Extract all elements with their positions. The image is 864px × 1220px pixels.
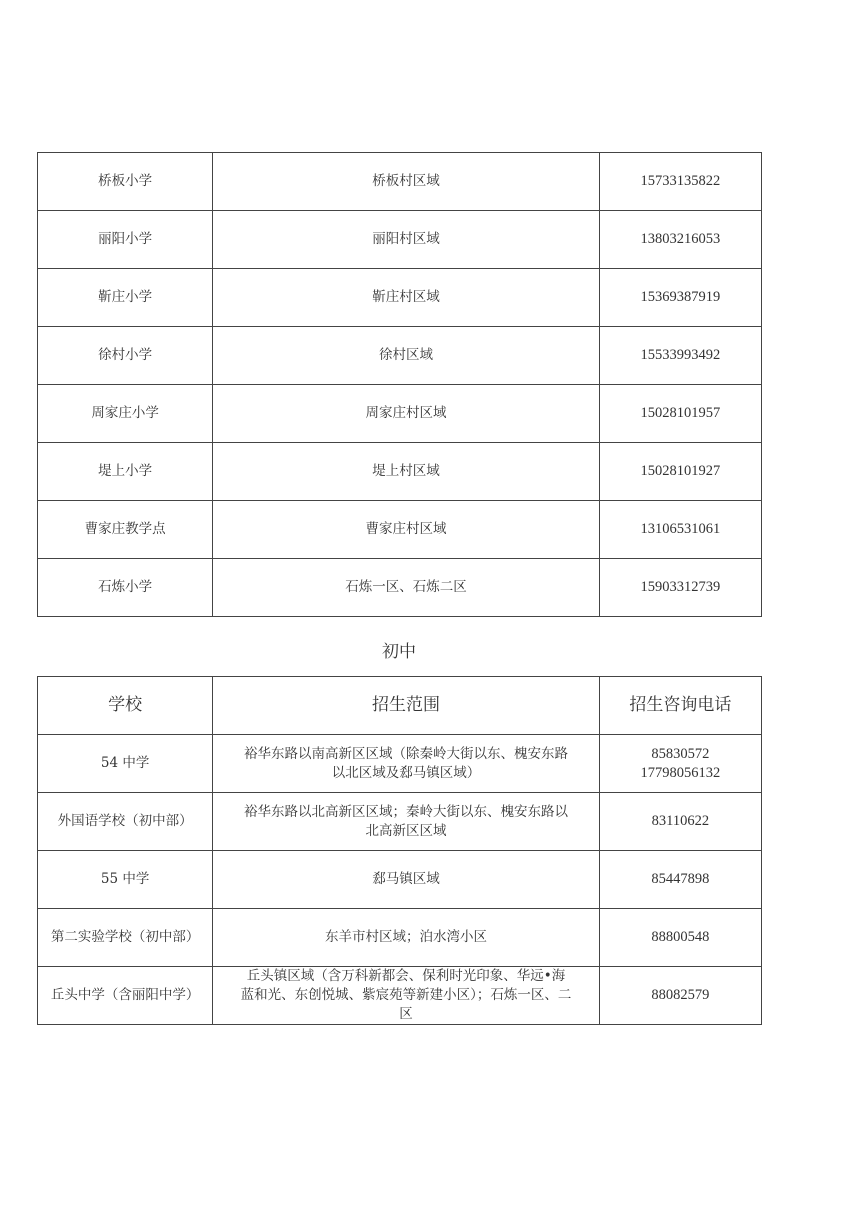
- contact-phone-cell: 15028101927: [599, 443, 761, 501]
- range-line: 以北区域及郄马镇区域）: [331, 764, 481, 781]
- enrollment-range-cell: [213, 851, 600, 909]
- contact-phone-cell: [599, 793, 761, 851]
- table-row: [38, 735, 762, 793]
- primary-school-table-body: [38, 153, 762, 617]
- enrollment-range-cell: 徐村区域: [213, 327, 600, 385]
- enrollment-range-cell: 石炼一区、石炼二区: [213, 559, 600, 617]
- table-row: [38, 793, 762, 851]
- middle-school-table: [37, 676, 762, 1025]
- contact-phone-cell: [599, 851, 761, 909]
- range-line: 裕华东路以北高新区区域；秦岭大街以东、槐安东路以: [244, 803, 568, 820]
- header-range: 招生范围: [213, 677, 600, 735]
- section-title-middle-school: 初中: [382, 642, 416, 662]
- contact-phone-cell: 15028101957: [599, 385, 761, 443]
- table-row: [38, 501, 762, 559]
- enrollment-range-cell: 曹家庄村区域: [213, 501, 600, 559]
- school-name-cell: 外国语学校（初中部）: [38, 793, 213, 851]
- enrollment-range-cell: [213, 793, 600, 851]
- school-name-cell: 周家庄小学: [38, 385, 213, 443]
- school-name-cell: 靳庄小学: [38, 269, 213, 327]
- enrollment-range-cell: [213, 909, 600, 967]
- school-name-cell: 55 中学: [38, 851, 213, 909]
- table-row: [38, 909, 762, 967]
- enrollment-range-cell: 丽阳村区域: [213, 211, 600, 269]
- range-line: 裕华东路以南高新区区域（除秦岭大街以东、槐安东路: [244, 745, 568, 762]
- table-header-row: [38, 677, 762, 735]
- contact-phone-cell: [599, 909, 761, 967]
- phone-number: 17798056132: [640, 764, 721, 781]
- school-name-cell: 丽阳小学: [38, 211, 213, 269]
- school-name-cell: 第二实验学校（初中部）: [38, 909, 213, 967]
- table-row: [38, 211, 762, 269]
- school-name-cell: 堤上小学: [38, 443, 213, 501]
- school-name-cell: 石炼小学: [38, 559, 213, 617]
- table-row: [38, 269, 762, 327]
- contact-phone-cell: [599, 735, 761, 793]
- school-name-cell: 54 中学: [38, 735, 213, 793]
- school-name-cell: 丘头中学（含丽阳中学）: [38, 967, 213, 1025]
- enrollment-range-cell: [213, 735, 600, 793]
- contact-phone-cell: 13803216053: [599, 211, 761, 269]
- school-name-cell: 曹家庄教学点: [38, 501, 213, 559]
- enrollment-range-cell: 周家庄村区域: [213, 385, 600, 443]
- contact-phone-cell: 15733135822: [599, 153, 761, 211]
- contact-phone-cell: [599, 967, 761, 1025]
- range-line: 郄马镇区域: [372, 871, 440, 887]
- range-line: 区: [399, 1006, 413, 1022]
- school-name-cell: 桥板小学: [38, 153, 213, 211]
- contact-phone-cell: 15369387919: [599, 269, 761, 327]
- table-row: [38, 967, 762, 1025]
- middle-school-table-body: [38, 677, 762, 1025]
- phone-number: 83110622: [651, 813, 710, 829]
- contact-phone-cell: 15533993492: [599, 327, 761, 385]
- header-phone: 招生咨询电话: [599, 677, 761, 735]
- enrollment-range-cell: 桥板村区域: [213, 153, 600, 211]
- enrollment-range-cell: [213, 967, 600, 1025]
- contact-phone-cell: 13106531061: [599, 501, 761, 559]
- phone-number: 85830572: [651, 745, 710, 762]
- table-row: [38, 385, 762, 443]
- range-line: 丘头镇区域（含万科新都会、保利时光印象、华远•海: [246, 968, 566, 984]
- phone-number: 88800548: [651, 929, 710, 945]
- enrollment-range-cell: 堤上村区域: [213, 443, 600, 501]
- table-row: [38, 559, 762, 617]
- phone-number: 85447898: [651, 871, 710, 887]
- table-row: [38, 851, 762, 909]
- table-row: [38, 443, 762, 501]
- header-school: 学校: [38, 677, 213, 735]
- range-line: 北高新区区域: [365, 822, 447, 839]
- enrollment-range-cell: 靳庄村区域: [213, 269, 600, 327]
- range-line: 东羊市村区域；泊水湾小区: [325, 929, 487, 945]
- primary-school-table: [37, 152, 762, 617]
- contact-phone-cell: 15903312739: [599, 559, 761, 617]
- range-line: 蓝和光、东创悦城、紫宸苑等新建小区）；石炼一区、二: [240, 987, 572, 1003]
- phone-number: 88082579: [651, 987, 710, 1003]
- table-row: [38, 153, 762, 211]
- table-row: [38, 327, 762, 385]
- school-name-cell: 徐村小学: [38, 327, 213, 385]
